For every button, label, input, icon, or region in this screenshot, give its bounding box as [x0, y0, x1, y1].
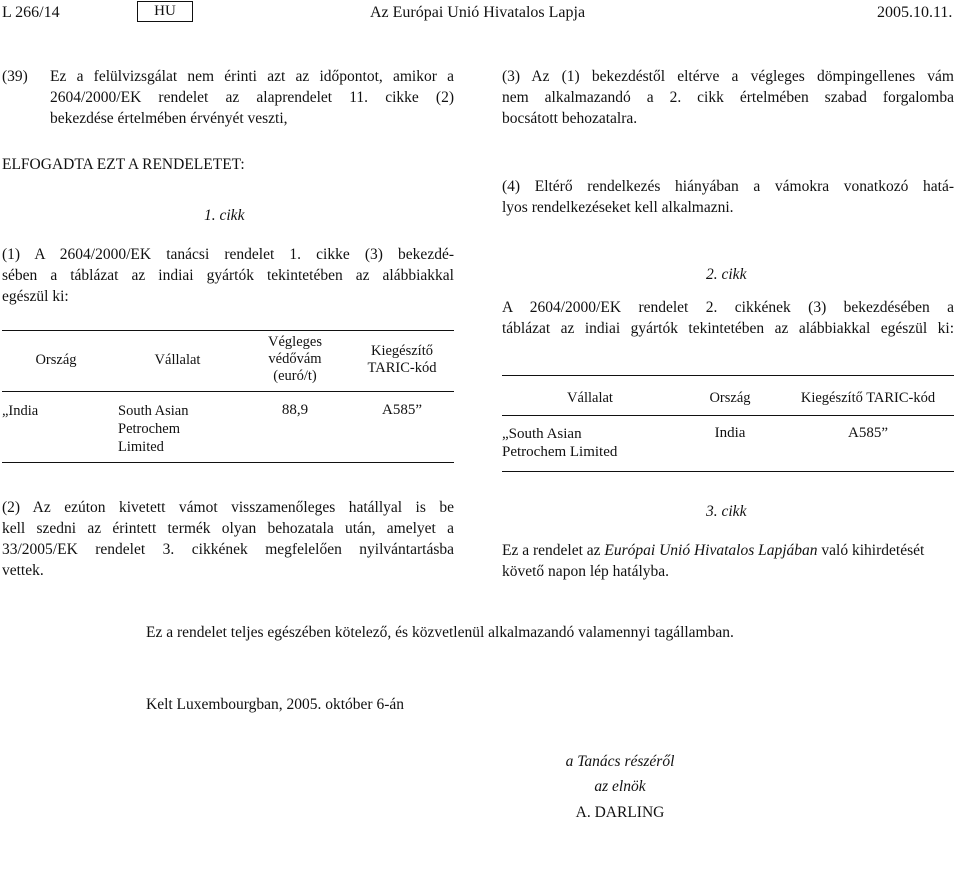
table-1-cell-taric: A585”: [382, 402, 422, 418]
language-badge: HU: [137, 1, 193, 22]
table-2-cell-country: India: [714, 425, 746, 441]
article-1-para-2-line-1: (2) Az ezúton kivetett vámot visszamenőleges hatállyal is be: [2, 499, 454, 516]
article-1-para-3-line-2: nem alkalmazandó a 2. cikk értelmében szabad forgalomba: [502, 89, 954, 106]
article-1-para-3-line-3: bocsátott behozatalra.: [502, 110, 638, 127]
recital-39-line-3: bekezdése értelmében érvényét veszti,: [50, 110, 288, 127]
issue-date: 2005.10.11.: [877, 4, 953, 21]
table-rule: [2, 462, 454, 463]
signatory-name: A. DARLING: [575, 804, 665, 821]
recital-39-line-2: 2604/2000/EK rendelet az alaprendelet 11. cikke (2): [50, 89, 454, 106]
table-rule: [502, 471, 954, 472]
article-1-para-2-line-3: 33/2005/EK rendelet 3. cikkének megfelelően nyilvántartásba: [2, 541, 454, 558]
article-1-para-1-line-3: egészül ki:: [2, 288, 69, 305]
article-1-para-2-line-4: vettek.: [2, 562, 44, 579]
table-1-cell-company: South Asian Petrochem Limited: [118, 403, 189, 455]
table-2-header-company: Vállalat: [567, 390, 613, 406]
binding-clause: Ez a rendelet teljes egészében kötelező, és közvetlenül alkalmazandó valamennyi tagállamban.: [146, 624, 734, 641]
article-2-text-line-2: táblázat az indiai gyártók tekintetében az alábbiakkal egészül ki:: [502, 320, 954, 337]
table-2-header-country: Ország: [709, 390, 751, 406]
article-1-heading: 1. cikk: [204, 207, 245, 224]
article-1-para-4-line-2: lyos rendelkezéseket kell alkalmazni.: [502, 199, 734, 216]
recital-number: (39): [2, 68, 28, 85]
table-2-cell-company: „South Asian Petrochem Limited: [502, 426, 618, 460]
article-1-para-4-line-1: (4) Eltérő rendelkezés hiányában a vámokra vonatkozó hatá-: [502, 178, 954, 195]
article-1-para-1-line-2: sében a táblázat az indiai gyártók tekintetében az alábbiakkal: [2, 267, 454, 284]
article-3-text-line-1: Ez a rendelet az Európai Unió Hivatalos Lapjában való kihirdetését: [502, 542, 925, 559]
journal-title: Az Európai Unió Hivatalos Lapja: [370, 4, 586, 21]
table-1-cell-country: „India: [2, 403, 39, 419]
president-title: az elnök: [594, 778, 646, 795]
table-1-header-duty: Végleges védővám (euró/t): [268, 334, 322, 384]
adoption-formula: ELFOGADTA EZT A RENDELETET:: [2, 156, 245, 173]
place-and-date: Kelt Luxembourgban, 2005. október 6-án: [146, 696, 404, 713]
table-1-header-taric: Kiegészítő TARIC-kód: [367, 343, 437, 376]
article-2-text-line-1: A 2604/2000/EK rendelet 2. cikkének (3) bekezdésében a: [502, 299, 954, 316]
article-1-para-3-line-1: (3) Az (1) bekezdéstől eltérve a végleges dömpingellenes vám: [502, 68, 954, 85]
table-1-header-country: Ország: [35, 352, 77, 368]
table-2-header-taric: Kiegészítő TARIC-kód: [800, 390, 936, 406]
table-rule: [2, 330, 454, 331]
page-reference: L 266/14: [2, 4, 60, 21]
article-3-text-line-2: követő napon lép hatályba.: [502, 563, 670, 580]
article-2-heading: 2. cikk: [706, 266, 747, 283]
article-1-para-1-line-1: (1) A 2604/2000/EK tanácsi rendelet 1. cikke (3) bekezdé-: [2, 246, 454, 263]
table-rule: [2, 391, 454, 392]
table-1-header-company: Vállalat: [154, 352, 201, 368]
table-1-cell-duty: 88,9: [281, 402, 309, 418]
recital-39-line-1: Ez a felülvizsgálat nem érinti azt az időpontot, amikor a: [50, 68, 454, 85]
article-3-heading: 3. cikk: [706, 503, 747, 520]
article-1-para-2-line-2: kell szedni az érintett termék olyan behozatala után, amelyet a: [2, 520, 454, 537]
table-2-cell-taric: A585”: [848, 425, 888, 441]
table-rule: [502, 415, 954, 416]
table-rule: [502, 375, 954, 376]
council-attribution: a Tanács részéről: [565, 753, 675, 770]
